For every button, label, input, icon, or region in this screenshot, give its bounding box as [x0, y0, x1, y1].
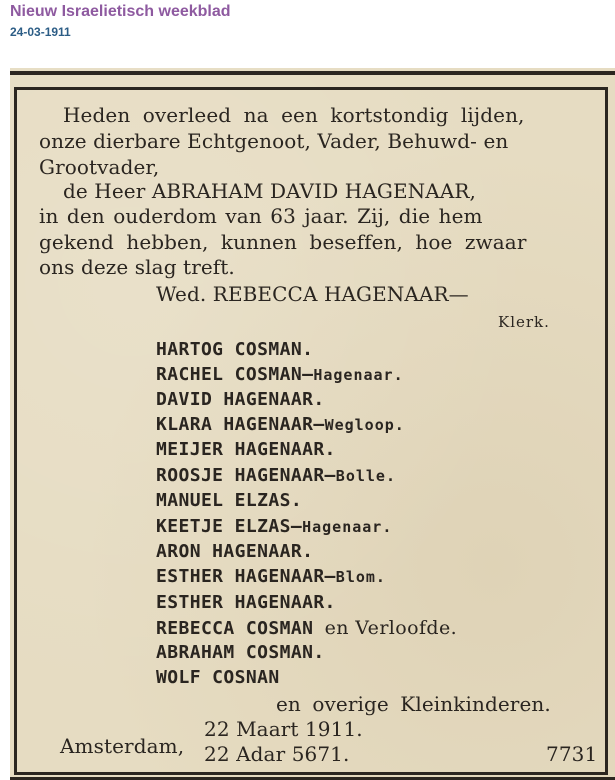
family-member: ARON HAGENAAR. — [156, 541, 314, 562]
family-member: RACHEL COSMAN—Hagenaar. — [156, 364, 404, 385]
body-line: ons deze slag treft. — [39, 255, 235, 279]
body-line: in den ouderdom van 63 jaar. Zij, die hem — [39, 204, 483, 228]
body-line: onze dierbare Echtgenoot, Vader, Behuwd- en — [39, 129, 509, 153]
top-rule — [10, 71, 615, 75]
site-header — [0, 0, 615, 68]
date-hebrew: 22 Adar 5671. — [204, 742, 350, 766]
family-member: ESTHER HAGENAAR—Blom. — [156, 566, 386, 587]
family-member: ESTHER HAGENAAR. — [156, 592, 336, 613]
body-line: gekend hebben, kunnen beseffen, hoe zwaar — [39, 230, 527, 254]
family-member: REBECCA COSMAN en Verloofde. — [156, 617, 458, 639]
publication-date: 24-03-1911 — [10, 25, 71, 39]
body-line: Heden overleed na een kortstondig lijden, — [63, 103, 525, 127]
place: Amsterdam, — [60, 734, 185, 758]
family-member: WOLF COSNAN — [156, 667, 280, 688]
family-member: HARTOG COSMAN. — [156, 339, 314, 360]
family-member: MEIJER HAGENAAR. — [156, 439, 336, 460]
family-member: KLARA HAGENAAR—Wegloop. — [156, 414, 405, 435]
closing-line: en overige Kleinkinderen. — [276, 692, 551, 716]
family-member: KEETJE ELZAS—Hagenaar. — [156, 516, 393, 537]
family-member: ROOSJE HAGENAAR—Bolle. — [156, 465, 396, 486]
body-line: Grootvader, — [39, 155, 160, 179]
ad-number: 7731 — [546, 742, 598, 766]
widow-name: Wed. REBECCA HAGENAAR— — [156, 282, 469, 306]
family-member: MANUEL ELZAS. — [156, 490, 303, 511]
widow-maiden-name: Klerk. — [498, 313, 550, 331]
family-member: DAVID HAGENAAR. — [156, 389, 325, 410]
date-gregorian: 22 Maart 1911. — [204, 717, 363, 741]
deceased-line: de Heer ABRAHAM DAVID HAGENAAR, — [63, 179, 476, 203]
newspaper-clipping — [10, 68, 615, 780]
family-member: ABRAHAM COSMAN. — [156, 642, 325, 663]
publication-title: Nieuw Israelietisch weekblad — [10, 3, 231, 20]
